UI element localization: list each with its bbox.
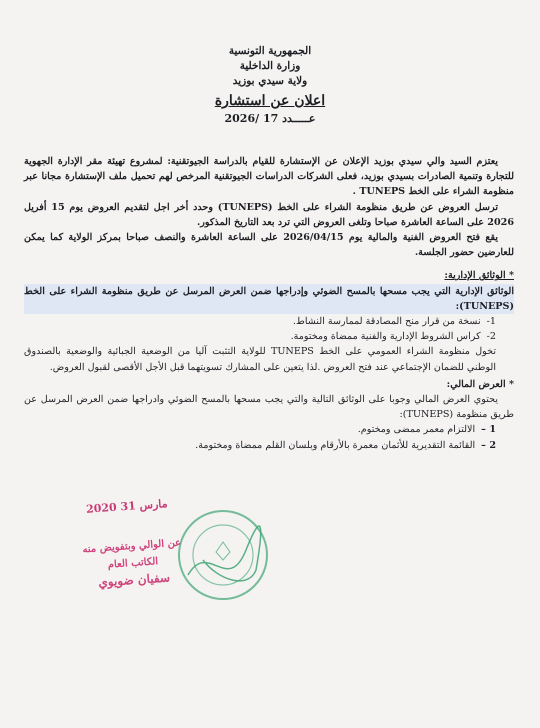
- signatory-name: سفيان ضويوي: [97, 570, 171, 590]
- financial-item-1: [24, 422, 514, 437]
- intro-paragraph-1: يعتزم السيد والي سيدي بوزيد الإعلان عن الإستشارة للقيام بالدراسة الجيوتقنية: لمشروع تهيئة مقر الإدارة الجهوية للتجارة وتنمية الصادرات بسيدي بوزيد، فعلى الشركات الدراسات الجيوتقنية المرخص لهم تحميل ملف الإستشارة مجانا عبر منظومة الشراء على الخط TUNEPS .: [24, 156, 514, 198]
- admin-item-2-text: كراس الشروط الإدارية والفنية ممضاة ومختومة.: [290, 331, 481, 343]
- financial-heading: * العرض المالي:: [446, 378, 514, 390]
- admin-item-1-text: نسخة من قرار منح المصادقة لممارسة النشاط.: [292, 316, 481, 328]
- admin-item-1: [24, 314, 514, 329]
- date-stamp: 2020 مارس 31: [85, 497, 168, 516]
- financial-item-1-num: 1 –: [481, 424, 496, 436]
- financial-item-2: [24, 438, 514, 453]
- document-body: [24, 154, 514, 453]
- admin-item-2-num: 2-: [486, 331, 496, 343]
- admin-item-2: [24, 329, 514, 344]
- financial-item-1-text: الالتزام معمر ممضى ومختوم.: [357, 424, 476, 436]
- financial-item-2-text: القائمة التقديرية للأثمان معمرة بالأرقام وبلسان القلم ممضاة ومختومة.: [195, 439, 476, 451]
- republic-name: الجمهورية التونسية: [228, 45, 312, 57]
- ministry-name: وزارة الداخلية: [239, 60, 301, 72]
- announcement-number: عـــــدد 17 /2026: [224, 112, 316, 125]
- delegation-line: عن الوالي وبتفويض منه: [82, 537, 182, 556]
- admin-item-1-num: 1-: [486, 316, 496, 328]
- admin-docs-line: الوثائق الإدارية التي يجب مسحها بالمسح الضوئي وإدراجها ضمن العرض المرسل عن طريق منظومة الشراء على الخط (TUNEPS):: [24, 284, 514, 314]
- signatory-title: الكاتب العام: [107, 556, 159, 571]
- admin-note: تخول منظومة الشراء العمومي على الخط TUNEPS للولاية التثبت آليا من الوضعية الجبائية والوضعية بالصندوق الوطني للضمان الإجتماعي عند فتح العروض .لذا يتعين على المشارك تسويتهما قبل الأجل الأقصى لقبول العروض.: [24, 346, 496, 373]
- financial-item-2-num: 2 –: [481, 439, 496, 451]
- announcement-title: اعلان عن استشارة: [214, 93, 326, 109]
- intro-paragraph-2: ترسل العروض عن طريق منظومة الشراء على الخط (TUNEPS) وحدد أخر اجل لتقديم العروض يوم 15 أفريل 2026 على الساعة العاشرة صباحا وتلغى العروض التي ترد بعد التاريخ المذكور.: [24, 201, 514, 228]
- seal-emblem: [216, 542, 230, 560]
- intro-paragraph-3: يقع فتح العروض الفنية والمالية يوم 2026/04/15 على الساعة العاشرة والنصف صباحا بمركز الولاية كما يمكن للعارضين حضور الجلسة.: [24, 232, 514, 259]
- financial-line: يحتوي العرض المالي وجوبا على الوثائق التالية والتي يجب مسحها بالمسح الضوئي وادراجها ضمن العرض المرسل عن طريق منظومة (TUNEPS):: [24, 394, 514, 421]
- governorate-name: ولاية سيدي بوزيد: [232, 75, 308, 87]
- admin-docs-heading: * الوثائق الإدارية:: [444, 270, 514, 282]
- letterhead: [0, 44, 540, 127]
- signature-stamp: [56, 533, 209, 594]
